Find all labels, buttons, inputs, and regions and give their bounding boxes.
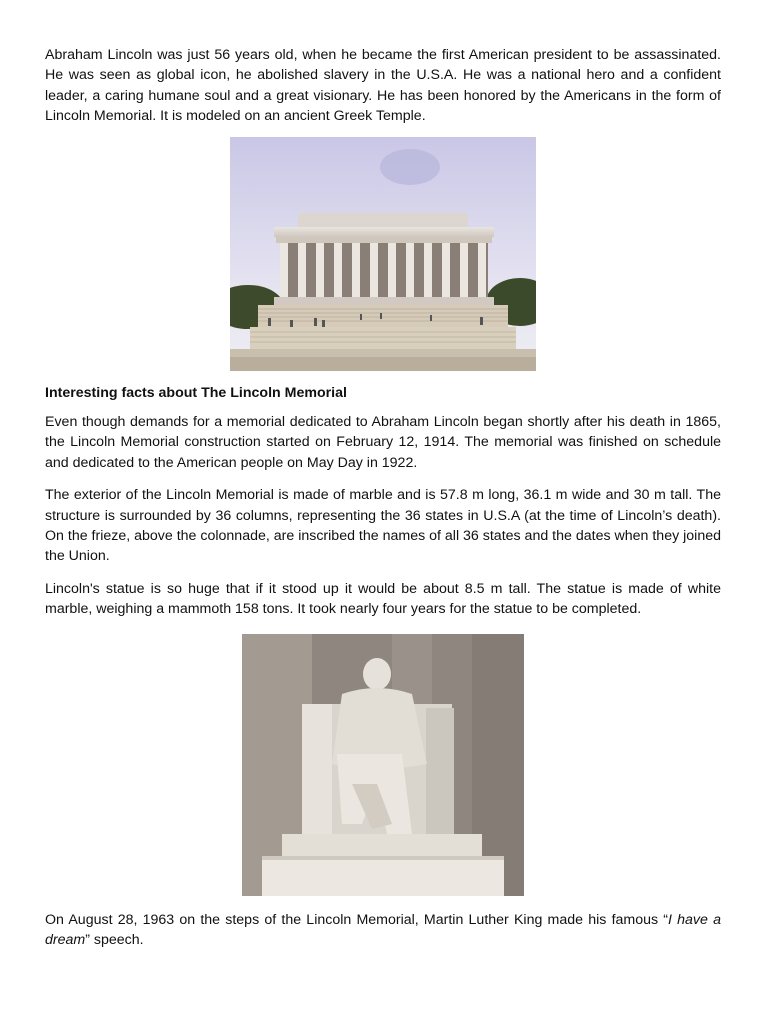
lincoln-memorial-photo [230,137,536,371]
closing-text-before: On August 28, 1963 on the steps of the Lincoln Memorial, Martin Luther King made his famous “ [45,911,669,928]
dream-quote: I have a dream [45,911,721,949]
lincoln-statue-photo [242,634,524,896]
intro-paragraph: Abraham Lincoln was just 56 years old, when he became the first American president to be assassinated. He was seen as global icon, he abolished slavery in the U.S.A. He was a national hero and a confident leader, a caring humane soul and a great visionary. He has been honored by the Americans in the form of Lincoln Memorial. It is modeled on an ancient Greek Temple. [45,47,721,125]
closing-text-after: ” speech. [85,932,144,949]
document-page [45,45,721,951]
fact-paragraph-1: Even though demands for a memorial dedicated to Abraham Lincoln began shortly after his death in 1865, the Lincoln Memorial construction started on February 12, 1914. The memorial was finished on schedule and dedicated to the American people on May Day in 1922. [45,414,721,471]
closing-paragraph [45,910,721,951]
section-heading: Interesting facts about The Lincoln Memorial [45,384,347,401]
fact-paragraph-2: The exterior of the Lincoln Memorial is made of marble and is 57.8 m long, 36.1 m wide and 30 m tall. The structure is surrounded by 36 columns, representing the 36 states in U.S.A (at the time of Lincoln’s death). On the frieze, above the colonnade, are inscribed the names of all 36 states and the dates when they joined the Union. [45,487,721,565]
fact-paragraph-3: Lincoln's statue is so huge that if it stood up it would be about 8.5 m tall. The statue is made of white marble, weighing a mammoth 158 tons. It took nearly four years for the statue to be completed. [45,580,721,618]
